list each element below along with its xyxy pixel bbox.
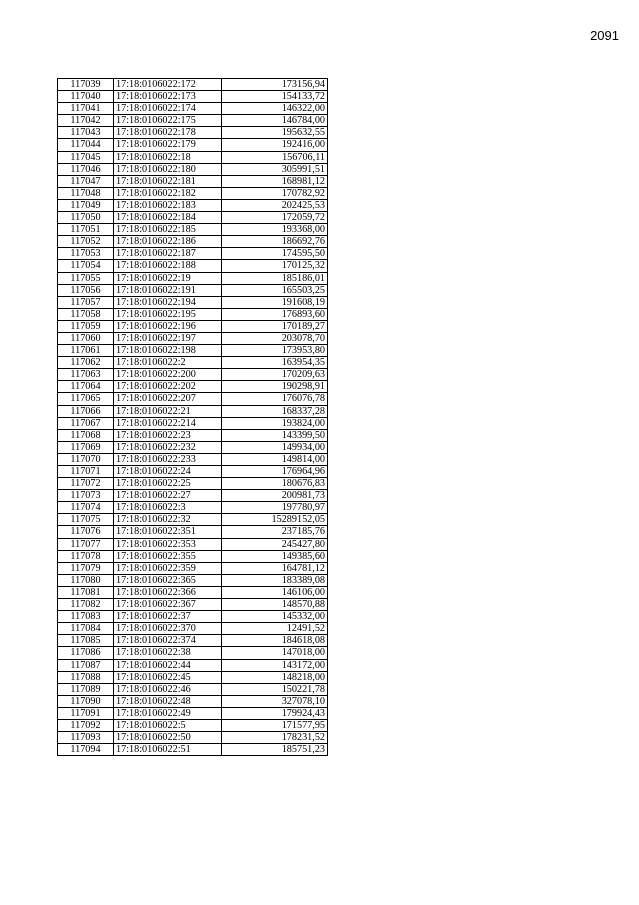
row-number-cell: 117082	[58, 599, 114, 611]
cadastral-value-cell: 149385,60	[222, 550, 328, 562]
cadastral-value-cell: 195632,55	[222, 127, 328, 139]
table-row	[58, 260, 328, 272]
cadastral-number-cell: 17:18:0106022:183	[114, 199, 222, 211]
table-row	[58, 683, 328, 695]
cadastral-value-cell: 143172,00	[222, 659, 328, 671]
row-number-cell: 117055	[58, 272, 114, 284]
table-body	[58, 79, 328, 756]
row-number-cell: 117059	[58, 320, 114, 332]
cadastral-number-cell: 17:18:0106022:182	[114, 187, 222, 199]
row-number-cell: 117057	[58, 296, 114, 308]
cadastral-value-cell: 327078,10	[222, 695, 328, 707]
table-row	[58, 248, 328, 260]
table-row	[58, 393, 328, 405]
cadastral-value-cell: 12491,52	[222, 623, 328, 635]
cadastral-value-cell: 176964,96	[222, 466, 328, 478]
row-number-cell: 117056	[58, 284, 114, 296]
table-row	[58, 429, 328, 441]
cadastral-value-cell: 183389,08	[222, 574, 328, 586]
cadastral-number-cell: 17:18:0106022:46	[114, 683, 222, 695]
cadastral-number-cell: 17:18:0106022:174	[114, 103, 222, 115]
cadastral-number-cell: 17:18:0106022:179	[114, 139, 222, 151]
row-number-cell: 117089	[58, 683, 114, 695]
row-number-cell: 117046	[58, 163, 114, 175]
table-row	[58, 115, 328, 127]
row-number-cell: 117072	[58, 478, 114, 490]
cadastral-number-cell: 17:18:0106022:232	[114, 441, 222, 453]
cadastral-value-cell: 171577,95	[222, 719, 328, 731]
cadastral-number-cell: 17:18:0106022:370	[114, 623, 222, 635]
cadastral-number-cell: 17:18:0106022:50	[114, 732, 222, 744]
cadastral-value-cell: 147018,00	[222, 647, 328, 659]
row-number-cell: 117058	[58, 308, 114, 320]
table-row	[58, 514, 328, 526]
cadastral-number-cell: 17:18:0106022:351	[114, 526, 222, 538]
cadastral-number-cell: 17:18:0106022:2	[114, 357, 222, 369]
cadastral-value-cell: 148570,88	[222, 599, 328, 611]
table-row	[58, 478, 328, 490]
row-number-cell: 117094	[58, 744, 114, 756]
cadastral-number-cell: 17:18:0106022:197	[114, 332, 222, 344]
row-number-cell: 117069	[58, 441, 114, 453]
table-row	[58, 405, 328, 417]
row-number-cell: 117084	[58, 623, 114, 635]
row-number-cell: 117041	[58, 103, 114, 115]
table-row	[58, 538, 328, 550]
cadastral-number-cell: 17:18:0106022:32	[114, 514, 222, 526]
table-row	[58, 308, 328, 320]
table-row	[58, 357, 328, 369]
cadastral-number-cell: 17:18:0106022:23	[114, 429, 222, 441]
cadastral-value-cell: 145332,00	[222, 611, 328, 623]
table-row	[58, 79, 328, 91]
cadastral-value-cell: 193824,00	[222, 417, 328, 429]
cadastral-value-cell: 146322,00	[222, 103, 328, 115]
cadastral-number-cell: 17:18:0106022:19	[114, 272, 222, 284]
cadastral-value-cell: 156706,11	[222, 151, 328, 163]
table-row	[58, 550, 328, 562]
row-number-cell: 117065	[58, 393, 114, 405]
row-number-cell: 117091	[58, 707, 114, 719]
cadastral-value-cell: 143399,50	[222, 429, 328, 441]
table-row	[58, 91, 328, 103]
row-number-cell: 117073	[58, 490, 114, 502]
row-number-cell: 117092	[58, 719, 114, 731]
cadastral-number-cell: 17:18:0106022:175	[114, 115, 222, 127]
cadastral-number-cell: 17:18:0106022:207	[114, 393, 222, 405]
cadastral-number-cell: 17:18:0106022:51	[114, 744, 222, 756]
cadastral-value-cell: 163954,35	[222, 357, 328, 369]
cadastral-number-cell: 17:18:0106022:25	[114, 478, 222, 490]
row-number-cell: 117076	[58, 526, 114, 538]
table-row	[58, 635, 328, 647]
cadastral-value-table	[57, 78, 328, 756]
table-row	[58, 659, 328, 671]
table-row	[58, 695, 328, 707]
cadastral-number-cell: 17:18:0106022:366	[114, 586, 222, 598]
row-number-cell: 117039	[58, 79, 114, 91]
row-number-cell: 117060	[58, 332, 114, 344]
row-number-cell: 117051	[58, 224, 114, 236]
cadastral-number-cell: 17:18:0106022:202	[114, 381, 222, 393]
cadastral-number-cell: 17:18:0106022:374	[114, 635, 222, 647]
cadastral-value-cell: 191608,19	[222, 296, 328, 308]
cadastral-number-cell: 17:18:0106022:359	[114, 562, 222, 574]
table-row	[58, 611, 328, 623]
cadastral-value-cell: 174595,50	[222, 248, 328, 260]
cadastral-value-cell: 149934,00	[222, 441, 328, 453]
cadastral-number-cell: 17:18:0106022:355	[114, 550, 222, 562]
table-row	[58, 441, 328, 453]
cadastral-number-cell: 17:18:0106022:191	[114, 284, 222, 296]
cadastral-number-cell: 17:18:0106022:200	[114, 369, 222, 381]
cadastral-number-cell: 17:18:0106022:181	[114, 175, 222, 187]
table-row	[58, 417, 328, 429]
cadastral-number-cell: 17:18:0106022:178	[114, 127, 222, 139]
table-row	[58, 139, 328, 151]
row-number-cell: 117090	[58, 695, 114, 707]
table-row	[58, 453, 328, 465]
table-row	[58, 586, 328, 598]
table-row	[58, 381, 328, 393]
cadastral-number-cell: 17:18:0106022:48	[114, 695, 222, 707]
cadastral-value-cell: 168981,12	[222, 175, 328, 187]
table-row	[58, 526, 328, 538]
row-number-cell: 117049	[58, 199, 114, 211]
row-number-cell: 117081	[58, 586, 114, 598]
cadastral-number-cell: 17:18:0106022:180	[114, 163, 222, 175]
row-number-cell: 117044	[58, 139, 114, 151]
row-number-cell: 117040	[58, 91, 114, 103]
cadastral-number-cell: 17:18:0106022:172	[114, 79, 222, 91]
cadastral-number-cell: 17:18:0106022:37	[114, 611, 222, 623]
cadastral-number-cell: 17:18:0106022:44	[114, 659, 222, 671]
cadastral-value-cell: 192416,00	[222, 139, 328, 151]
row-number-cell: 117075	[58, 514, 114, 526]
table-row	[58, 466, 328, 478]
cadastral-value-cell: 148218,00	[222, 671, 328, 683]
table-row	[58, 599, 328, 611]
table-row	[58, 224, 328, 236]
table-row	[58, 369, 328, 381]
table-row	[58, 187, 328, 199]
cadastral-number-cell: 17:18:0106022:27	[114, 490, 222, 502]
cadastral-value-cell: 164781,12	[222, 562, 328, 574]
cadastral-value-cell: 180676,83	[222, 478, 328, 490]
cadastral-value-cell: 190298,91	[222, 381, 328, 393]
cadastral-number-cell: 17:18:0106022:3	[114, 502, 222, 514]
cadastral-number-cell: 17:18:0106022:45	[114, 671, 222, 683]
cadastral-number-cell: 17:18:0106022:188	[114, 260, 222, 272]
row-number-cell: 117061	[58, 345, 114, 357]
cadastral-value-cell: 193368,00	[222, 224, 328, 236]
cadastral-number-cell: 17:18:0106022:195	[114, 308, 222, 320]
table-row	[58, 212, 328, 224]
cadastral-number-cell: 17:18:0106022:173	[114, 91, 222, 103]
cadastral-value-cell: 178231,52	[222, 732, 328, 744]
row-number-cell: 117083	[58, 611, 114, 623]
cadastral-value-cell: 165503,25	[222, 284, 328, 296]
table-row	[58, 236, 328, 248]
table-row	[58, 574, 328, 586]
cadastral-value-cell: 150221,78	[222, 683, 328, 695]
row-number-cell: 117053	[58, 248, 114, 260]
cadastral-value-cell: 173156,94	[222, 79, 328, 91]
row-number-cell: 117062	[58, 357, 114, 369]
row-number-cell: 117080	[58, 574, 114, 586]
table-row	[58, 623, 328, 635]
cadastral-value-cell: 237185,76	[222, 526, 328, 538]
cadastral-value-cell: 170209,63	[222, 369, 328, 381]
cadastral-number-cell: 17:18:0106022:353	[114, 538, 222, 550]
table-row	[58, 103, 328, 115]
cadastral-number-cell: 17:18:0106022:198	[114, 345, 222, 357]
row-number-cell: 117045	[58, 151, 114, 163]
cadastral-value-cell: 149814,00	[222, 453, 328, 465]
cadastral-number-cell: 17:18:0106022:187	[114, 248, 222, 260]
cadastral-number-cell: 17:18:0106022:18	[114, 151, 222, 163]
row-number-cell: 117054	[58, 260, 114, 272]
row-number-cell: 117074	[58, 502, 114, 514]
cadastral-number-cell: 17:18:0106022:24	[114, 466, 222, 478]
table-row	[58, 163, 328, 175]
cadastral-value-cell: 170782,92	[222, 187, 328, 199]
row-number-cell: 117042	[58, 115, 114, 127]
cadastral-value-cell: 168337,28	[222, 405, 328, 417]
cadastral-value-cell: 170189,27	[222, 320, 328, 332]
table-row	[58, 127, 328, 139]
row-number-cell: 117064	[58, 381, 114, 393]
row-number-cell: 117066	[58, 405, 114, 417]
cadastral-value-cell: 179924,43	[222, 707, 328, 719]
table-row	[58, 732, 328, 744]
table-row	[58, 647, 328, 659]
cadastral-value-cell: 15289152,05	[222, 514, 328, 526]
row-number-cell: 117067	[58, 417, 114, 429]
cadastral-value-cell: 146106,00	[222, 586, 328, 598]
cadastral-number-cell: 17:18:0106022:5	[114, 719, 222, 731]
cadastral-value-cell: 185186,01	[222, 272, 328, 284]
cadastral-value-cell: 305991,51	[222, 163, 328, 175]
row-number-cell: 117043	[58, 127, 114, 139]
table-row	[58, 562, 328, 574]
cadastral-number-cell: 17:18:0106022:196	[114, 320, 222, 332]
table-row	[58, 707, 328, 719]
cadastral-number-cell: 17:18:0106022:194	[114, 296, 222, 308]
cadastral-value-cell: 146784,00	[222, 115, 328, 127]
table-row	[58, 151, 328, 163]
page-number: 2091	[590, 28, 619, 43]
cadastral-number-cell: 17:18:0106022:214	[114, 417, 222, 429]
row-number-cell: 117087	[58, 659, 114, 671]
row-number-cell: 117093	[58, 732, 114, 744]
cadastral-number-cell: 17:18:0106022:233	[114, 453, 222, 465]
cadastral-number-cell: 17:18:0106022:21	[114, 405, 222, 417]
row-number-cell: 117052	[58, 236, 114, 248]
cadastral-number-cell: 17:18:0106022:184	[114, 212, 222, 224]
table-row	[58, 296, 328, 308]
cadastral-number-cell: 17:18:0106022:185	[114, 224, 222, 236]
cadastral-value-cell: 184618,08	[222, 635, 328, 647]
table-row	[58, 332, 328, 344]
cadastral-number-cell: 17:18:0106022:367	[114, 599, 222, 611]
table-row	[58, 284, 328, 296]
row-number-cell: 117088	[58, 671, 114, 683]
row-number-cell: 117047	[58, 175, 114, 187]
table-row	[58, 744, 328, 756]
cadastral-value-cell: 186692,76	[222, 236, 328, 248]
cadastral-value-cell: 200981,73	[222, 490, 328, 502]
table-row	[58, 490, 328, 502]
row-number-cell: 117086	[58, 647, 114, 659]
row-number-cell: 117068	[58, 429, 114, 441]
row-number-cell: 117071	[58, 466, 114, 478]
table-row	[58, 175, 328, 187]
cadastral-value-cell: 173953,80	[222, 345, 328, 357]
cadastral-number-cell: 17:18:0106022:49	[114, 707, 222, 719]
table-row	[58, 320, 328, 332]
row-number-cell: 117048	[58, 187, 114, 199]
row-number-cell: 117085	[58, 635, 114, 647]
cadastral-value-cell: 202425,53	[222, 199, 328, 211]
cadastral-value-cell: 176893,60	[222, 308, 328, 320]
cadastral-value-cell: 154133,72	[222, 91, 328, 103]
table-row	[58, 719, 328, 731]
cadastral-value-cell: 172059,72	[222, 212, 328, 224]
cadastral-value-cell: 176076,78	[222, 393, 328, 405]
cadastral-value-cell: 185751,23	[222, 744, 328, 756]
table-row	[58, 671, 328, 683]
table-row	[58, 272, 328, 284]
row-number-cell: 117063	[58, 369, 114, 381]
row-number-cell: 117077	[58, 538, 114, 550]
table-row	[58, 502, 328, 514]
table-row	[58, 345, 328, 357]
row-number-cell: 117070	[58, 453, 114, 465]
cadastral-value-cell: 170125,32	[222, 260, 328, 272]
row-number-cell: 117078	[58, 550, 114, 562]
row-number-cell: 117050	[58, 212, 114, 224]
cadastral-value-cell: 245427,80	[222, 538, 328, 550]
cadastral-number-cell: 17:18:0106022:38	[114, 647, 222, 659]
cadastral-number-cell: 17:18:0106022:186	[114, 236, 222, 248]
table-row	[58, 199, 328, 211]
cadastral-number-cell: 17:18:0106022:365	[114, 574, 222, 586]
cadastral-value-cell: 197780,97	[222, 502, 328, 514]
cadastral-value-cell: 203078,70	[222, 332, 328, 344]
row-number-cell: 117079	[58, 562, 114, 574]
